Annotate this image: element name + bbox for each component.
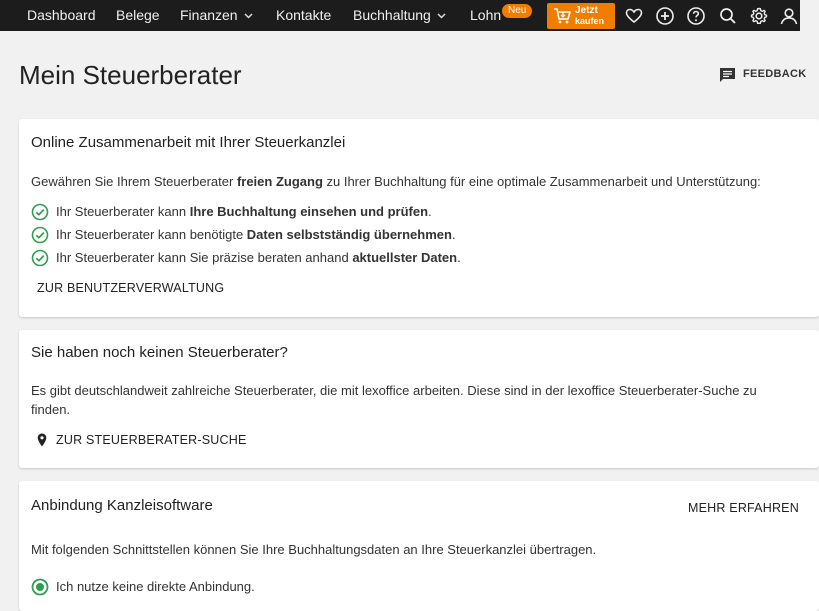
software-connection-card	[19, 481, 819, 611]
user-management-link[interactable]: ZUR BENUTZERVERWALTUNG	[37, 281, 225, 295]
benefit-text-bold: Ihre Buchhaltung einsehen und prüfen	[189, 204, 429, 219]
card-title: Anbindung Kanzleisoftware	[31, 497, 213, 514]
learn-more-link[interactable]: MEHR ERFAHREN	[688, 501, 799, 515]
radio-selected-icon	[31, 578, 49, 596]
nav-finanzen[interactable]	[180, 0, 253, 31]
card-title: Sie haben noch keinen Steuerberater?	[31, 344, 288, 361]
nav-buchhaltung-label: Buchhaltung	[353, 7, 431, 23]
new-badge: Neu	[502, 4, 532, 18]
benefit-text-bold: aktuellster Daten	[352, 250, 458, 265]
check-circle-icon	[31, 226, 49, 244]
benefit-text-pre: Ihr Steuerberater kann Sie präzise beraten anhand	[56, 250, 353, 265]
location-pin-icon	[37, 433, 47, 447]
card-text: Es gibt deutschlandweit zahlreiche Steuerberater, die mit lexoffice arbeiten. Diese sind in der lexoffice Steuerberater-Suche zu finden.	[31, 383, 757, 417]
benefit-text-post: .	[428, 204, 432, 219]
card-title: Online Zusammenarbeit mit Ihrer Steuerkanzlei	[31, 134, 346, 151]
search-icon[interactable]	[718, 6, 738, 26]
nav-finanzen-label: Finanzen	[180, 7, 238, 23]
cart-icon	[553, 7, 571, 25]
online-collaboration-card	[19, 119, 819, 317]
page-title: Mein Steuerberater	[19, 60, 242, 90]
benefit-text-pre: Ihr Steuerberater kann	[56, 204, 190, 219]
check-circle-icon	[31, 249, 49, 267]
buy-label-line1: Jetzt	[575, 5, 598, 16]
gear-icon[interactable]	[749, 6, 769, 26]
card-intro	[31, 172, 761, 191]
nav-kontakte[interactable]: Kontakte	[276, 7, 332, 23]
card-text: Mit folgenden Schnittstellen können Sie Ihre Buchhaltungsdaten an Ihre Steuerkanzlei übertragen.	[31, 542, 597, 557]
help-icon[interactable]	[686, 6, 706, 26]
chevron-down-icon	[437, 13, 446, 19]
nav-dashboard[interactable]: Dashboard	[27, 7, 96, 23]
heart-icon[interactable]	[624, 6, 644, 26]
check-circle-icon	[31, 203, 49, 221]
nav-lohn[interactable]: Lohn	[470, 7, 502, 23]
benefit-text-post: .	[457, 250, 461, 265]
benefit-text	[56, 250, 461, 265]
feedback-label: FEEDBACK	[743, 68, 807, 80]
nav-buchhaltung[interactable]	[353, 0, 446, 31]
benefit-text-pre: Ihr Steuerberater kann benötigte	[56, 227, 247, 242]
feedback-icon	[719, 67, 736, 83]
intro-text: Gewähren Sie Ihrem Steuerberater	[31, 174, 237, 189]
advisor-search-label: ZUR STEUERBERATER-SUCHE	[56, 433, 247, 447]
user-icon[interactable]	[779, 6, 799, 26]
buy-now-button[interactable]	[547, 3, 615, 29]
benefit-text-post: .	[451, 227, 456, 242]
radio-label: Ich nutze keine direkte Anbindung.	[56, 579, 255, 594]
nav-belege[interactable]: Belege	[116, 7, 160, 23]
plus-circle-icon[interactable]	[655, 6, 675, 26]
benefit-text-bold: Daten selbstständig übernehmen	[246, 227, 452, 242]
buy-label-line2: kaufen	[575, 16, 605, 26]
benefit-text	[56, 227, 456, 242]
no-advisor-card	[19, 330, 819, 468]
intro-text-end: zu Ihrer Buchhaltung für eine optimale Zusammenarbeit und Unterstützung:	[322, 174, 761, 189]
top-navigation	[0, 0, 800, 31]
chevron-down-icon	[244, 13, 253, 19]
benefit-text	[56, 204, 432, 219]
intro-bold: freien Zugang	[236, 174, 323, 189]
